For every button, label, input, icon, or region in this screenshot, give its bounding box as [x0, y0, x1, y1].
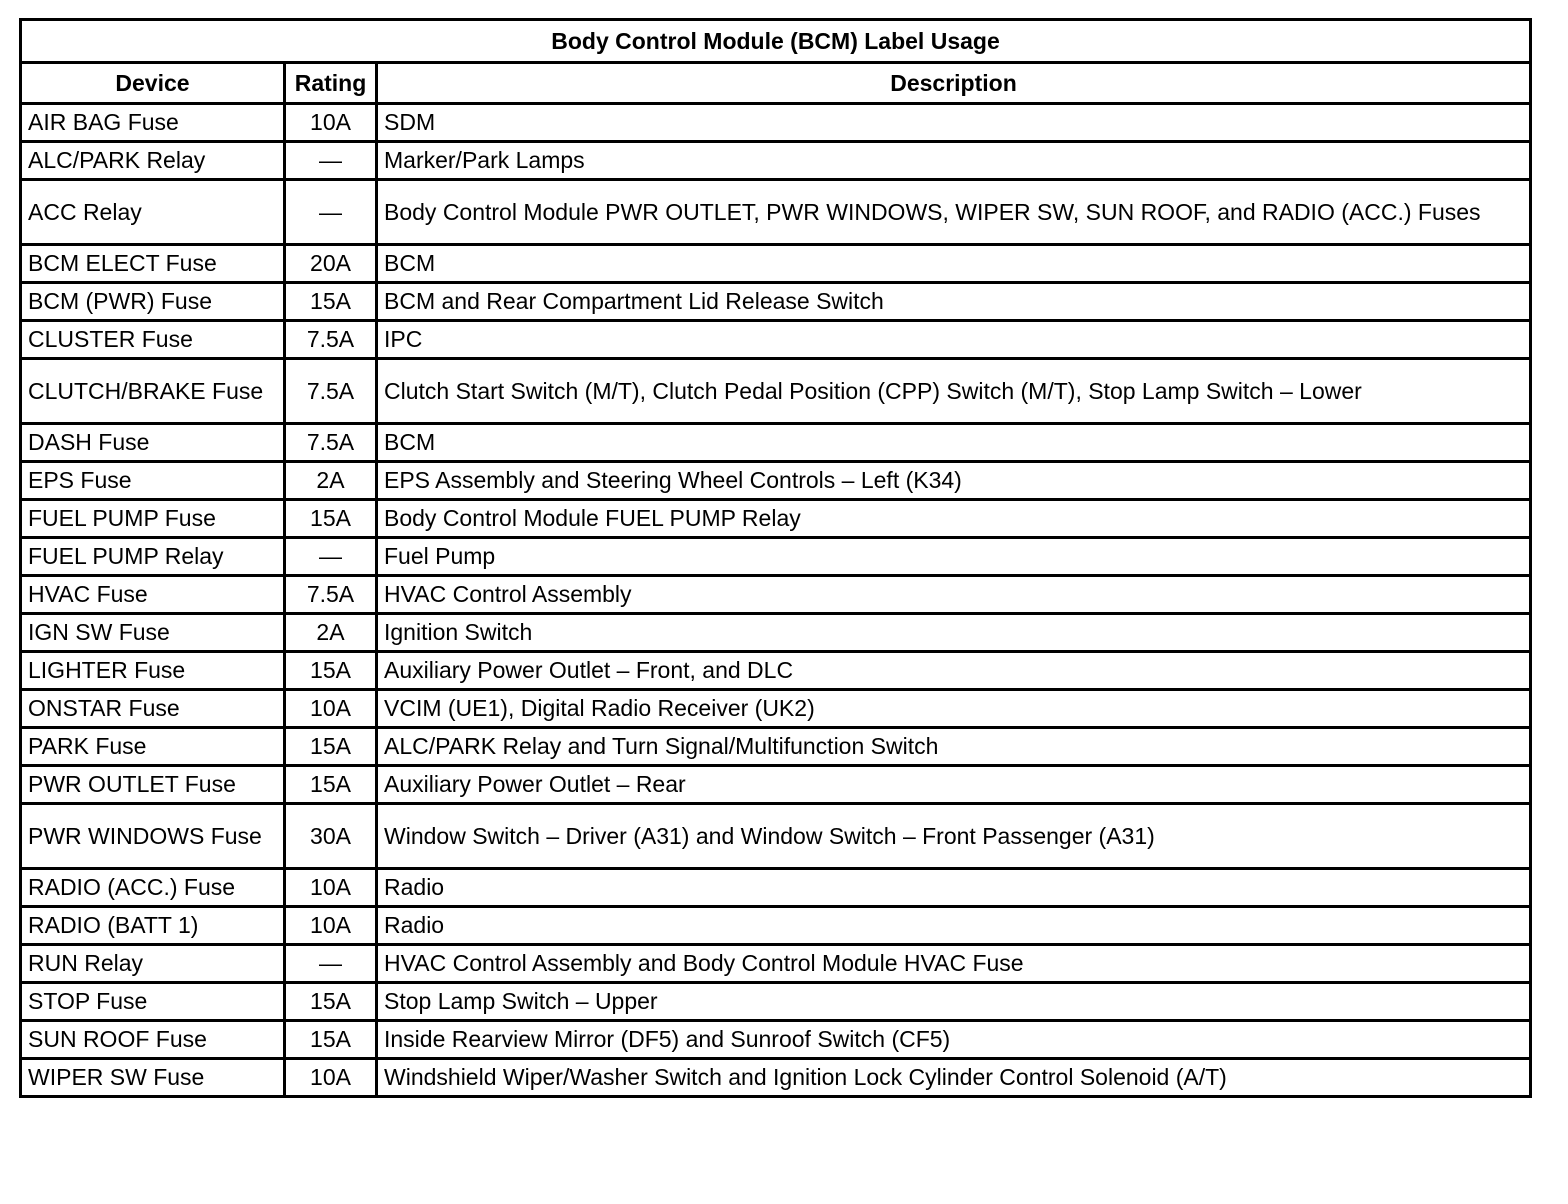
description-cell: HVAC Control Assembly and Body Control Module HVAC Fuse [377, 945, 1531, 983]
table-row [21, 907, 1531, 945]
rating-cell: — [285, 538, 377, 576]
device-cell: BCM (PWR) Fuse [21, 283, 285, 321]
header-device: Device [21, 63, 285, 104]
description-cell: Stop Lamp Switch – Upper [377, 983, 1531, 1021]
table-row [21, 500, 1531, 538]
rating-cell: 15A [285, 283, 377, 321]
description-cell: Ignition Switch [377, 614, 1531, 652]
device-cell: FUEL PUMP Relay [21, 538, 285, 576]
table-row [21, 245, 1531, 283]
table-row [21, 538, 1531, 576]
rating-cell: 7.5A [285, 576, 377, 614]
header-rating: Rating [285, 63, 377, 104]
rating-cell: 15A [285, 1021, 377, 1059]
table-body [21, 104, 1531, 1097]
device-cell: RUN Relay [21, 945, 285, 983]
rating-cell: 10A [285, 690, 377, 728]
description-cell: SDM [377, 104, 1531, 142]
device-cell: FUEL PUMP Fuse [21, 500, 285, 538]
device-cell: LIGHTER Fuse [21, 652, 285, 690]
rating-cell: — [285, 142, 377, 180]
table-row [21, 104, 1531, 142]
description-cell: VCIM (UE1), Digital Radio Receiver (UK2) [377, 690, 1531, 728]
rating-cell: 15A [285, 500, 377, 538]
device-cell: PWR WINDOWS Fuse [21, 804, 285, 869]
description-cell: Radio [377, 869, 1531, 907]
table-row [21, 462, 1531, 500]
description-cell: Fuel Pump [377, 538, 1531, 576]
rating-cell: 10A [285, 907, 377, 945]
table-row [21, 690, 1531, 728]
rating-cell: 7.5A [285, 424, 377, 462]
table-row [21, 728, 1531, 766]
rating-cell: — [285, 945, 377, 983]
rating-cell: — [285, 180, 377, 245]
description-cell: Window Switch – Driver (A31) and Window Switch – Front Passenger (A31) [377, 804, 1531, 869]
description-cell: HVAC Control Assembly [377, 576, 1531, 614]
device-cell: STOP Fuse [21, 983, 285, 1021]
table-title: Body Control Module (BCM) Label Usage [21, 20, 1531, 63]
rating-cell: 2A [285, 614, 377, 652]
device-cell: ACC Relay [21, 180, 285, 245]
device-cell: HVAC Fuse [21, 576, 285, 614]
table-row [21, 424, 1531, 462]
description-cell: Body Control Module PWR OUTLET, PWR WINDOWS, WIPER SW, SUN ROOF, and RADIO (ACC.) Fuses [377, 180, 1531, 245]
device-cell: PWR OUTLET Fuse [21, 766, 285, 804]
table-row [21, 180, 1531, 245]
table-row [21, 1059, 1531, 1097]
device-cell: RADIO (ACC.) Fuse [21, 869, 285, 907]
rating-cell: 15A [285, 983, 377, 1021]
device-cell: IGN SW Fuse [21, 614, 285, 652]
device-cell: PARK Fuse [21, 728, 285, 766]
device-cell: CLUSTER Fuse [21, 321, 285, 359]
device-cell: EPS Fuse [21, 462, 285, 500]
description-cell: Marker/Park Lamps [377, 142, 1531, 180]
table-row [21, 614, 1531, 652]
rating-cell: 10A [285, 1059, 377, 1097]
description-cell: Windshield Wiper/Washer Switch and Ignition Lock Cylinder Control Solenoid (A/T) [377, 1059, 1531, 1097]
description-cell: BCM [377, 245, 1531, 283]
description-cell: Clutch Start Switch (M/T), Clutch Pedal Position (CPP) Switch (M/T), Stop Lamp Switch – Lower [377, 359, 1531, 424]
device-cell: CLUTCH/BRAKE Fuse [21, 359, 285, 424]
description-cell: IPC [377, 321, 1531, 359]
rating-cell: 15A [285, 728, 377, 766]
device-cell: DASH Fuse [21, 424, 285, 462]
table-row [21, 359, 1531, 424]
device-cell: ONSTAR Fuse [21, 690, 285, 728]
description-cell: Auxiliary Power Outlet – Front, and DLC [377, 652, 1531, 690]
device-cell: SUN ROOF Fuse [21, 1021, 285, 1059]
table-row [21, 869, 1531, 907]
table-row [21, 283, 1531, 321]
rating-cell: 10A [285, 104, 377, 142]
rating-cell: 2A [285, 462, 377, 500]
bcm-label-usage-table [19, 18, 1532, 1098]
description-cell: Inside Rearview Mirror (DF5) and Sunroof Switch (CF5) [377, 1021, 1531, 1059]
rating-cell: 7.5A [285, 359, 377, 424]
rating-cell: 7.5A [285, 321, 377, 359]
description-cell: ALC/PARK Relay and Turn Signal/Multifunction Switch [377, 728, 1531, 766]
table-row [21, 1021, 1531, 1059]
table-row [21, 321, 1531, 359]
rating-cell: 20A [285, 245, 377, 283]
description-cell: BCM and Rear Compartment Lid Release Switch [377, 283, 1531, 321]
device-cell: AIR BAG Fuse [21, 104, 285, 142]
device-cell: ALC/PARK Relay [21, 142, 285, 180]
table-row [21, 945, 1531, 983]
table-row [21, 766, 1531, 804]
description-cell: Radio [377, 907, 1531, 945]
description-cell: Body Control Module FUEL PUMP Relay [377, 500, 1531, 538]
table-row [21, 804, 1531, 869]
header-description: Description [377, 63, 1531, 104]
device-cell: WIPER SW Fuse [21, 1059, 285, 1097]
table-row [21, 142, 1531, 180]
table-row [21, 576, 1531, 614]
rating-cell: 15A [285, 766, 377, 804]
table-row [21, 652, 1531, 690]
table-title-row [21, 20, 1531, 63]
table-row [21, 983, 1531, 1021]
rating-cell: 15A [285, 652, 377, 690]
table-header-row [21, 63, 1531, 104]
device-cell: BCM ELECT Fuse [21, 245, 285, 283]
rating-cell: 10A [285, 869, 377, 907]
description-cell: BCM [377, 424, 1531, 462]
description-cell: EPS Assembly and Steering Wheel Controls – Left (K34) [377, 462, 1531, 500]
rating-cell: 30A [285, 804, 377, 869]
device-cell: RADIO (BATT 1) [21, 907, 285, 945]
description-cell: Auxiliary Power Outlet – Rear [377, 766, 1531, 804]
